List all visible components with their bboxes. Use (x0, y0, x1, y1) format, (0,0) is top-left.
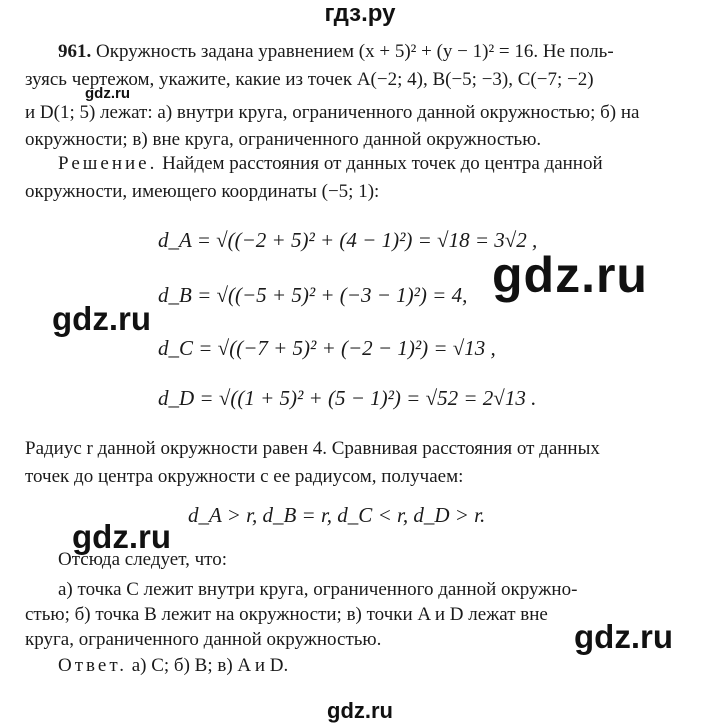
site-footer: gdz.ru (327, 698, 393, 723)
formula-dB: d_B = √((−5 + 5)² + (−3 − 1)²) = 4, (158, 283, 468, 307)
problem-text-1: Окружность задана уравнением (x + 5)² + (y − 1)² = 16. Не поль- (96, 41, 614, 62)
answer-line (58, 654, 288, 678)
solution-line-2: окружности, имеющего координаты (−5; 1): (25, 181, 380, 202)
comparison-formula: d_A > r, d_B = r, d_C < r, d_D > r. (188, 503, 486, 527)
watermark-right: gdz.ru (574, 618, 673, 655)
conclusion-line-2: а) точка C лежит внутри круга, ограниченного данной окружно- (58, 579, 578, 600)
formula-dA: d_A = √((−2 + 5)² + (4 − 1)²) = √18 = 3√2 , (158, 228, 538, 252)
watermark-small: gdz.ru (85, 85, 130, 102)
problem-line-3: и D(1; 5) лежат: а) внутри круга, ограниченного данной окружностью; б) на (25, 102, 640, 123)
answer-text: а) C; б) B; в) A и D. (131, 655, 289, 676)
radius-line-1: Радиус r данной окружности равен 4. Сравнивая расстояния от данных (25, 438, 600, 459)
solution-label: Решение. (58, 153, 158, 174)
formula-dD: d_D = √((1 + 5)² + (5 − 1)²) = √52 = 2√13 . (158, 386, 537, 410)
radius-line-2: точек до центра окружности с ее радиусом, получаем: (25, 466, 464, 487)
conclusion-line-3: стью; б) точка B лежит на окружности; в) точки A и D лежат вне (25, 604, 548, 625)
conclusion-line-1: Отсюда следует, что: (58, 549, 227, 570)
watermark-left: gdz.ru (52, 300, 151, 337)
formula-dC: d_C = √((−7 + 5)² + (−2 − 1)²) = √13 , (158, 336, 496, 360)
solution-text-1: Найдем расстояния от данных точек до центра данной (162, 153, 603, 174)
site-header: гдз.ру (324, 0, 396, 27)
problem-number: 961. (58, 41, 92, 62)
problem-line-4: окружности; в) вне круга, ограниченного данной окружностью. (25, 129, 542, 150)
conclusion-line-4: круга, ограниченного данной окружностью. (25, 629, 382, 650)
watermark-mid: gdz.ru (72, 518, 171, 555)
watermark-big: gdz.ru (492, 247, 648, 303)
answer-label: Ответ. (58, 655, 127, 676)
solution-line-1 (58, 152, 603, 176)
problem-line-1 (58, 40, 614, 64)
problem-line-2: зуясь чертежом, укажите, какие из точек A(−2; 4), B(−5; −3), C(−7; −2) (25, 69, 594, 90)
